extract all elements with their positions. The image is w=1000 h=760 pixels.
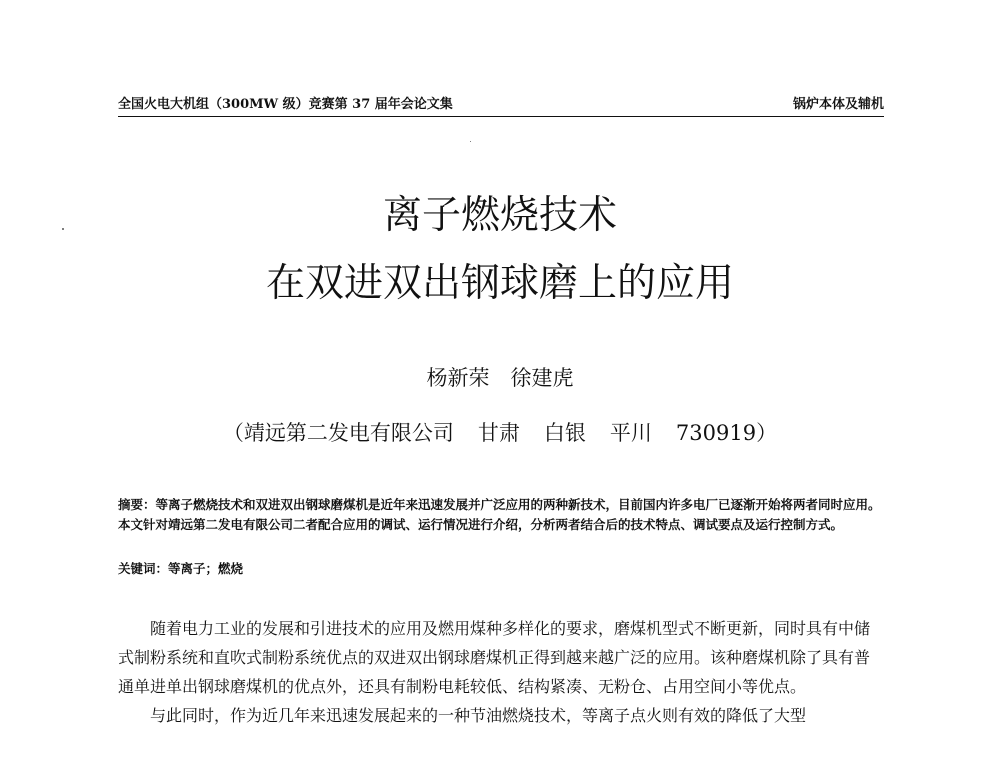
header-section-name: 锅炉本体及辅机 [792,97,884,112]
scan-speck [470,141,471,142]
paper-authors: 杨新荣 徐建虎 [426,366,574,390]
paper-title-line-1: 离子燃烧技术 [382,193,617,238]
keywords-text: 等离子；燃烧 [168,561,244,576]
abstract [118,495,884,535]
body-paragraph-2: 与此同时，作为近几年来迅速发展起来的一种节油燃烧技术，等离子点火则有效的降低了大型 [150,706,807,725]
body-paragraph-1: 随着电力工业的发展和引进技术的应用及燃用煤种多样化的要求，磨煤机型式不断更新，同时具有中储式制粉系统和直吹式制粉系统优点的双进双出钢球磨煤机正得到越来越广泛的应用。该种磨煤机除了具有普通单进单出钢球磨煤机的优点外，还具有制粉电耗较低、结构紧凑、无粉仓、占用空间小等优点。 [118,619,871,696]
paper-title-line-2: 在双进双出钢球磨上的应用 [265,261,734,306]
header-proceedings-title: 全国火电大机组（300MW 级）竞赛第 37 届年会论文集 [118,97,453,112]
keywords-label: 关键词： [118,561,169,576]
abstract-text: 等离子燃烧技术和双进双出钢球磨煤机是近年来迅速发展并广泛应用的两种新技术，目前国内许多电厂已逐渐开始将两者同时应用。本文针对靖远第二发电有限公司二者配合应用的调试、运行情况进行介绍，分析两者结合后的技术特点、调试要点及运行控制方式。 [118,497,881,532]
affiliation-province: 甘肃 [477,421,520,445]
affiliation-city: 白银 [543,421,586,445]
affiliation-organization: 靖远第二发电有限公司 [243,421,454,445]
affiliation-open-paren: （ [222,421,244,445]
author-affiliation [0,418,1000,448]
affiliation-district: 平川 [609,421,652,445]
affiliation-postcode: 730919 [675,421,757,445]
running-header [118,97,884,117]
affiliation-close-paren: ） [756,421,778,445]
keywords [118,559,884,579]
abstract-label: 摘要： [118,497,156,512]
body-text [118,614,884,730]
